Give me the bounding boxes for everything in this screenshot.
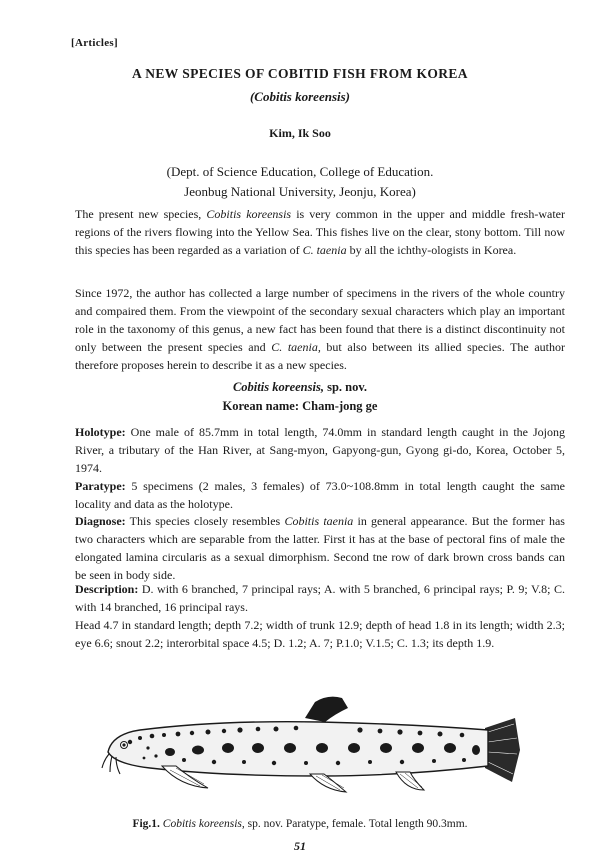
description-paragraph: Description: D. with 6 branched, 7 principal rays; A. with 5 branched, 6 principal rays; P. 9; V.8; C. with 14 branched, 16 principal rays.	[75, 582, 565, 614]
korean-name-line: Korean name: Cham-jong ge	[222, 399, 378, 413]
description-label: Description:	[75, 582, 139, 596]
author-name: Kim, Ik Soo	[269, 126, 331, 140]
species-heading-name: Cobitis koreensis, sp. nov.	[232, 380, 368, 394]
diagnose-label: Diagnose:	[75, 514, 126, 528]
affiliation-line-1: (Dept. of Science Education, College of Education.	[166, 164, 434, 179]
fish-illustration	[100, 690, 530, 800]
intro-paragraph-1: The present new species, Cobitis koreensis is very common in the upper and middle fresh-water regions of the rivers flowing into the Yellow Sea. This fishes live on the clear, stony bottom. Till now this species has been regarded as a variation of C. taenia by all the ichthy-ologists in Korea.	[75, 207, 565, 257]
figure-label: Fig.1.	[132, 818, 160, 830]
section-tag: [Articles]	[71, 37, 118, 49]
holotype-label: Holotype:	[75, 425, 126, 439]
species-name: Cobitis koreensis,	[162, 818, 245, 830]
article-subtitle: (Cobitis koreensis)	[249, 89, 351, 104]
article-title: A NEW SPECIES OF COBITID FISH FROM KOREA	[132, 66, 468, 81]
paratype-label: Paratype:	[75, 479, 126, 493]
taxon-name: C. taenia,	[271, 340, 321, 354]
affiliation-line-2: Jeonbug National University, Jeonju, Korea)	[184, 184, 416, 199]
paratype-paragraph: Paratype: 5 specimens (2 males, 3 females) of 73.0~108.8mm in total length caught the same locality and data as the holotype.	[75, 479, 565, 511]
species-name: Cobitis koreensis	[206, 207, 292, 221]
description-paragraph-2: Head 4.7 in standard length; depth 7.2; width of trunk 12.9; depth of head 1.8 in its length; width 2.3; eye 6.6; snout 2.2; interorbital space 4.5; D. 1.2; A. 7; P.1.0; V.1.5; C. 1.3; its depth 1.9.	[75, 618, 565, 650]
species-heading	[0, 378, 600, 416]
figure-caption: Fig.1. Cobitis koreensis, sp. nov. Paratype, female. Total length 90.3mm.	[132, 818, 468, 830]
affiliation	[0, 162, 600, 202]
intro-paragraph-2: Since 1972, the author has collected a large number of specimens in the rivers of the whole country and compaired them. From the viewpoint of the secondary sexual characters which play an important role in the taxonomy of this genus, a new fact has been found that there is a distinct discontinuity not only between the present species and C. taenia, but also between its allied species. The author therefore proposes herein to describe it as a new species.	[75, 286, 566, 372]
taxon-name: Cobitis taenia	[284, 514, 354, 528]
holotype-paragraph: Holotype: One male of 85.7mm in total length, 74.0mm in standard length caught in the Jojong River, a tributary of the Han River, at Sang-myon, Gapyong-gun, Gyong gi-do, Korea, October 5, 1974.	[75, 425, 565, 475]
taxon-name: C. taenia	[302, 243, 347, 257]
diagnose-paragraph: Diagnose: This species closely resembles Cobitis taenia in general appearance. But the former has two characters which are separable from the latter. First it has at the base of pectoral fins of male the elongated lamina circularis as a sexual dimorphism. Second tne row of dark brown cross bands can be seen in body side.	[75, 514, 565, 582]
page-number: 51	[294, 839, 306, 853]
